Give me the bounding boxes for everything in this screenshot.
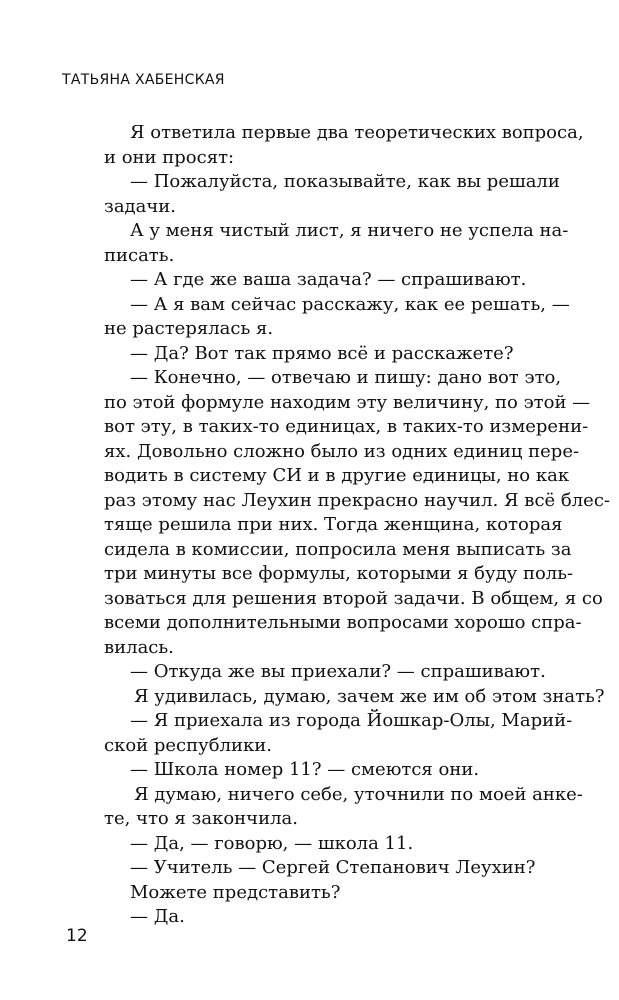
text-line: вот эту, в таких-то единицах, в таких-то измерени-: [104, 416, 589, 437]
text-line: — Учитель — Сергей Степанович Леухин?: [130, 857, 536, 878]
text-line: задачи.: [104, 195, 176, 217]
text-line: — Конечно, — отвечаю и пишу: дано вот это,: [130, 367, 562, 388]
text-line: писать.: [104, 244, 175, 266]
text-line-last: — Да.: [130, 906, 185, 927]
text-line: — Школа номер 11? — смеются они.: [130, 759, 480, 780]
text-line: всеми дополнительными вопросами хорошо спра-: [104, 612, 582, 633]
text-line: три минуты все формулы, которыми я буду поль-: [104, 563, 574, 584]
text-line: — А где же ваша задача? — спрашивают.: [130, 269, 527, 290]
text-line: тяще решила при них. Тогда женщина, которая: [104, 514, 563, 535]
text-line: и они просят:: [104, 146, 235, 168]
text-line: — А я вам сейчас расскажу, как ее решать, —: [130, 293, 570, 315]
text-line: — Да, — говорю, — школа 11.: [130, 832, 414, 854]
text-line: по этой формуле находим эту величину, по этой —: [104, 391, 591, 413]
page-number: 12: [66, 926, 88, 946]
text-line: вилась.: [104, 636, 174, 658]
text-line: А у меня чистый лист, я ничего не успела на-: [130, 220, 569, 241]
text-line: не растерялась я.: [104, 318, 274, 339]
text-line: Я ответила первые два теоретических вопроса,: [130, 122, 584, 143]
text-line: — Пожалуйста, показывайте, как вы решали: [130, 171, 560, 192]
text-line: Я удивилась, думаю, зачем же им об этом знать?: [134, 685, 605, 707]
text-line: те, что я закончила.: [104, 808, 298, 829]
text-line: — Да? Вот так прямо всё и расскажете?: [130, 342, 514, 364]
text-line: ской республики.: [104, 734, 272, 756]
text-line: Можете представить?: [130, 881, 341, 903]
text-line: — Откуда же вы приехали? — спрашивают.: [130, 661, 546, 682]
text-line: сидела в комиссии, попросила меня выписать за: [104, 538, 572, 560]
text-line: водить в систему СИ и в другие единицы, но как: [104, 465, 570, 486]
running-head-author: ТАТЬЯНА ХАБЕНСКАЯ: [62, 72, 225, 88]
text-line: Я думаю, ничего себе, уточнили по моей анке-: [134, 783, 583, 805]
text-line: — Я приехала из города Йошкар-Олы, Марий-: [130, 710, 573, 731]
text-line: зоваться для решения второй задачи. В общем, я со: [104, 587, 603, 609]
text-line: ях. Довольно сложно было из одних единиц пере-: [104, 440, 580, 462]
text-line: раз этому нас Леухин прекрасно научил. Я всё блес-: [104, 489, 610, 511]
